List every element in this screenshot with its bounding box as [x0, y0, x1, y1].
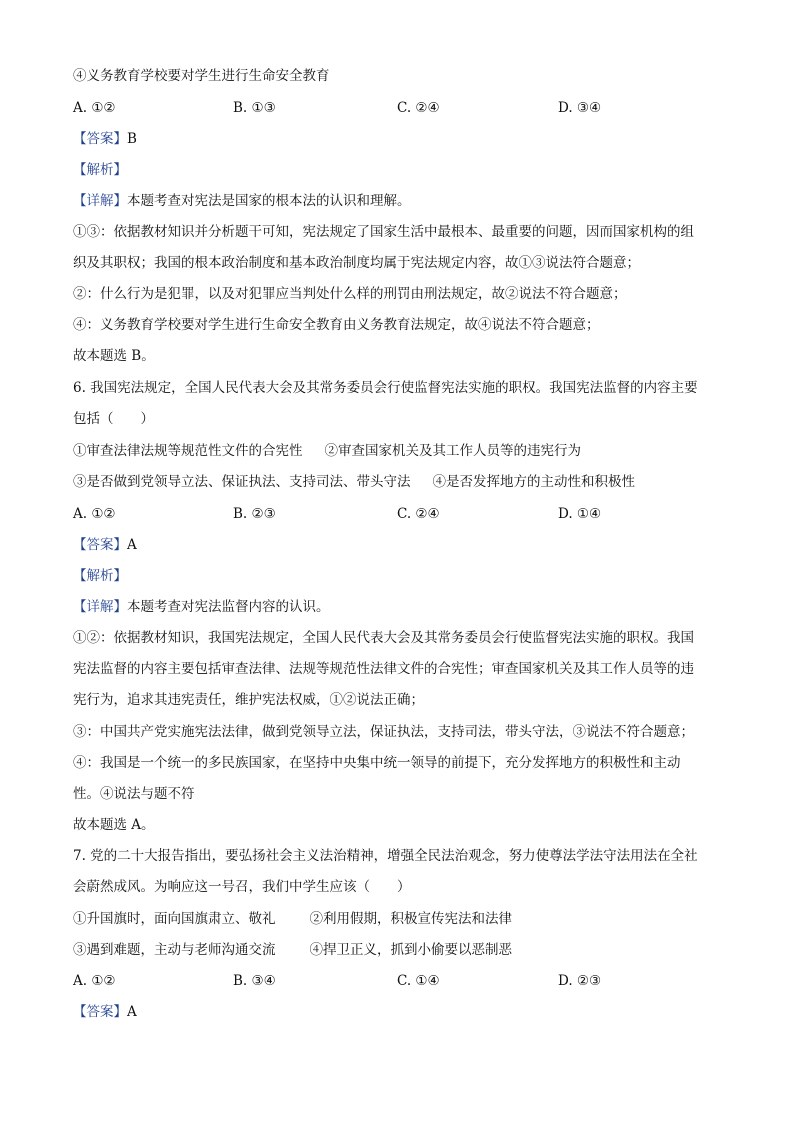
q6-stem-line-1: 6. 我国宪法规定，全国人民代表大会及其常务委员会行使监督宪法实施的职权。我国宪法监督的内容主要 [73, 380, 698, 396]
q6-detail [73, 597, 733, 617]
analysis-tag: 【解析】 [73, 568, 127, 584]
q7-item-4: ④捍卫正义，抓到小偷要以恶制恶 [309, 942, 512, 958]
q7-answer [73, 1002, 733, 1022]
detail-tag: 【详解】 [73, 599, 127, 615]
q6-items-row-2 [73, 472, 635, 492]
q5-analysis-tag [73, 160, 733, 180]
q6-analysis-para-3-line-2: 性。④说法与题不符 [73, 786, 195, 802]
answer-tag: 【答案】 [73, 1004, 127, 1020]
answer-value: A [127, 537, 137, 553]
q7-stem-line-1: 7. 党的二十大报告指出，要弘扬社会主义法治精神，增强全民法治观念，努力使尊法学法守法用法在全社 [73, 848, 698, 864]
q7-items-row-2 [73, 940, 512, 960]
q5-analysis-para-2: ②：什么行为是犯罪，以及对犯罪应当判处什么样的刑罚由刑法规定，故②说法不符合题意； [73, 286, 627, 302]
q7-options [73, 971, 733, 991]
detail-text: 本题考查对宪法是国家的根本法的认识和理解。 [127, 193, 411, 209]
q6-item-3: ③是否做到党领导立法、保证执法、支持司法、带头守法 [73, 474, 411, 490]
q5-analysis-para-1-line-2: 织及其职权；我国的根本政治制度和基本政治制度均属于宪法规定内容，故①③说法符合题意； [73, 255, 640, 271]
q6-analysis-tag [73, 566, 733, 586]
q6-item-4: ④是否发挥地方的主动性和积极性 [432, 474, 635, 490]
q6-analysis-para-1-line-2: 宪法监督的内容主要包括审查法律、法规等规范性法律文件的合宪性；审查国家机关及其工作人员等的违 [73, 661, 694, 677]
q5-detail [73, 191, 733, 211]
q6-option-a: A. ①② [73, 506, 116, 522]
q5-item-4: ④义务教育学校要对学生进行生命安全教育 [73, 68, 330, 84]
q5-options [73, 98, 733, 118]
q6-option-b: B. ②③ [233, 506, 276, 522]
q6-options [73, 504, 733, 524]
q7-option-c: C. ①④ [397, 973, 440, 989]
q6-analysis-para-1-line-3: 宪行为，追求其违宪责任，维护宪法权威，①②说法正确； [73, 692, 424, 708]
answer-value: A [127, 1004, 137, 1020]
q6-item-1: ①审查法律法规等规范性文件的合宪性 [73, 443, 303, 459]
detail-text: 本题考查对宪法监督内容的认识。 [127, 599, 330, 615]
analysis-tag: 【解析】 [73, 162, 127, 178]
detail-tag: 【详解】 [73, 193, 127, 209]
q5-analysis-para-3: ④：义务教育学校要对学生进行生命安全教育由义务教育法规定，故④说法不符合题意； [73, 317, 600, 333]
answer-value: B [127, 131, 137, 147]
q5-conclusion: 故本题选 B。 [73, 348, 155, 364]
q6-stem-line-2: 包括（ ） [73, 411, 154, 427]
q7-item-2: ②利用假期，积极宣传宪法和法律 [309, 911, 512, 927]
q5-option-d: D. ③④ [558, 100, 602, 116]
q6-option-d: D. ①④ [558, 506, 602, 522]
q5-option-a: A. ①② [73, 100, 116, 116]
q7-items-row-1 [73, 909, 512, 929]
q7-item-3: ③遇到难题，主动与老师沟通交流 [73, 942, 276, 958]
q7-option-d: D. ②③ [558, 973, 602, 989]
answer-tag: 【答案】 [73, 537, 127, 553]
q6-analysis-para-1-line-1: ①②：依据教材知识，我国宪法规定，全国人民代表大会及其常务委员会行使监督宪法实施的职权。我国 [73, 630, 694, 646]
q5-option-b: B. ①③ [233, 100, 276, 116]
q7-option-a: A. ①② [73, 973, 116, 989]
q6-option-c: C. ②④ [397, 506, 440, 522]
q6-answer [73, 535, 733, 555]
q6-analysis-para-2: ③：中国共产党实施宪法法律，做到党领导立法，保证执法，支持司法，带头守法，③说法不符合题意； [73, 724, 694, 740]
q5-option-c: C. ②④ [397, 100, 440, 116]
q7-item-1: ①升国旗时，面向国旗肃立、敬礼 [73, 911, 276, 927]
q6-analysis-para-3-line-1: ④：我国是一个统一的多民族国家，在坚持中央集中统一领导的前提下，充分发挥地方的积极性和主动 [73, 755, 681, 771]
q6-items-row-1 [73, 441, 581, 461]
answer-tag: 【答案】 [73, 131, 127, 147]
q6-conclusion: 故本题选 A。 [73, 817, 155, 833]
q7-option-b: B. ③④ [233, 973, 276, 989]
q7-stem-line-2: 会蔚然成风。为响应这一号召，我们中学生应该（ ） [73, 879, 411, 895]
q6-item-2: ②审查国家机关及其工作人员等的违宪行为 [324, 443, 581, 459]
q5-analysis-para-1-line-1: ①③：依据教材知识并分析题干可知，宪法规定了国家生活中最根本、最重要的问题，因而国家机构的组 [73, 224, 694, 240]
q5-answer [73, 129, 733, 149]
